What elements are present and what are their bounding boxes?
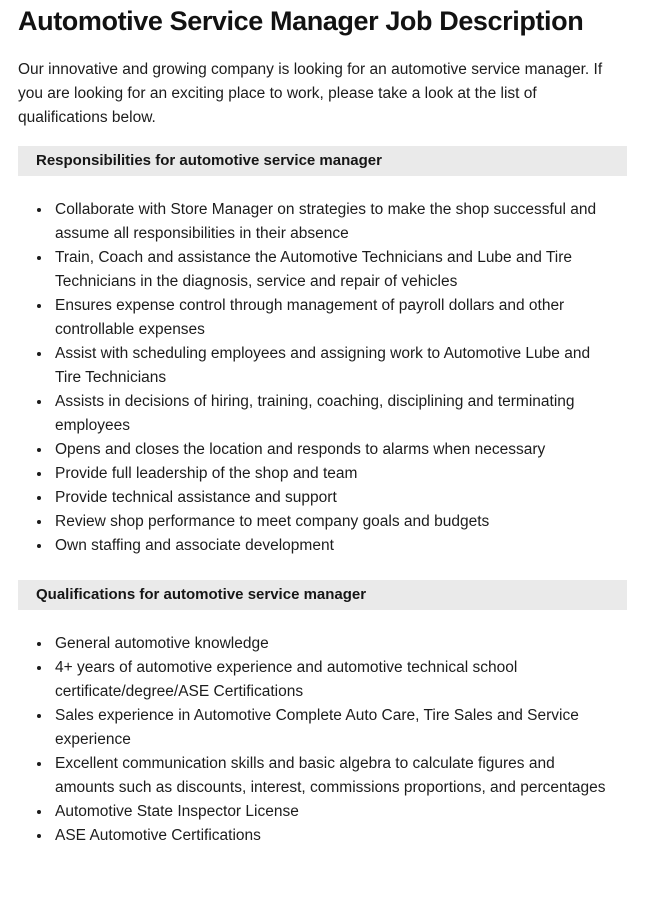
list-item: • Ensures expense control through management of payroll dollars and other controllable expenses [52,294,618,342]
sections-container [18,146,627,848]
list-item: • General automotive knowledge [52,632,618,656]
intro-paragraph: Our innovative and growing company is looking for an automotive service manager. If you are looking for an exciting place to work, please take a look at the list of qualifications below. [18,60,603,126]
list-item: • 4+ years of automotive experience and automotive technical school certificate/degree/ASE Certifications [52,656,618,704]
list-item: • Sales experience in Automotive Complete Auto Care, Tire Sales and Service experience [52,704,618,752]
list-item: • Collaborate with Store Manager on strategies to make the shop successful and assume all responsibilities in their absence [52,198,618,246]
list-item: • Provide full leadership of the shop and team [52,462,618,486]
job-section [18,146,627,558]
bullet-list [18,632,627,848]
list-item: • Review shop performance to meet company goals and budgets [52,510,618,534]
list-item: • Opens and closes the location and responds to alarms when necessary [52,438,618,462]
list-item: • Provide technical assistance and support [52,486,618,510]
section-heading: Responsibilities for automotive service manager [18,146,627,176]
list-item: • Train, Coach and assistance the Automotive Technicians and Lube and Tire Technicians in the diagnosis, service and repair of vehicles [52,246,618,294]
list-item: • Automotive State Inspector License [52,800,618,824]
section-heading: Qualifications for automotive service manager [18,580,627,610]
bullet-list [18,198,627,558]
job-section [18,580,627,848]
list-item: • ASE Automotive Certifications [52,824,618,848]
list-item: • Own staffing and associate development [52,534,618,558]
page-title: Automotive Service Manager Job Description [18,6,584,36]
list-item: • Assist with scheduling employees and assigning work to Automotive Lube and Tire Technicians [52,342,618,390]
list-item: • Assists in decisions of hiring, training, coaching, disciplining and terminating employees [52,390,618,438]
list-item: • Excellent communication skills and basic algebra to calculate figures and amounts such as discounts, interest, commissions proportions, and percentages [52,752,618,800]
